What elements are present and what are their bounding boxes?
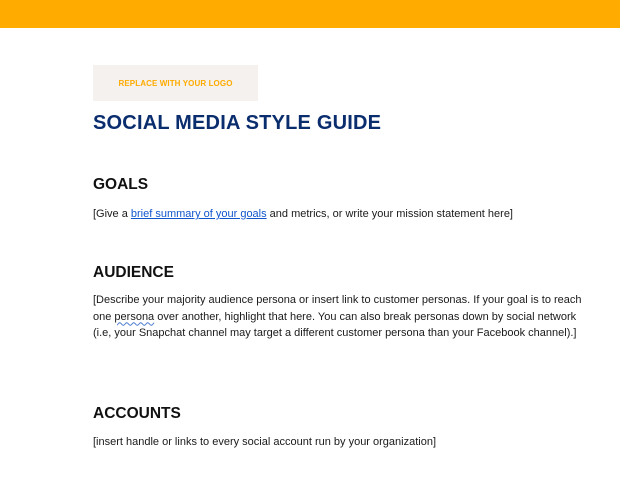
document-page [0, 28, 620, 478]
accounts-heading: ACCOUNTS [93, 405, 181, 422]
header-accent-bar [0, 0, 620, 28]
logo-placeholder[interactable] [93, 65, 258, 101]
goals-text-before: [Give a [93, 208, 131, 220]
audience-text-after: over another, highlight that here. You can also break personas down by social network (i.e, your Snapchat channel may target a different customer persona than your Facebook channel).] [93, 310, 577, 339]
goals-heading: GOALS [93, 176, 149, 193]
audience-heading: AUDIENCE [93, 264, 174, 281]
goals-text-after: and metrics, or write your mission statement here] [266, 208, 513, 220]
logo-placeholder-text: REPLACE WITH YOUR LOGO [118, 78, 233, 88]
accounts-text: [insert handle or links to every social account run by your organization] [93, 436, 437, 448]
page-title: SOCIAL MEDIA STYLE GUIDE [93, 112, 382, 134]
goals-summary-link[interactable]: brief summary of your goals [130, 208, 267, 220]
audience-text-before: [Describe your majority audience persona or insert link to customer personas. If your goal is to reach one [93, 294, 582, 323]
spellcheck-marked-word[interactable]: persona [114, 310, 155, 323]
audience-text [93, 292, 593, 342]
goals-text [93, 206, 593, 223]
